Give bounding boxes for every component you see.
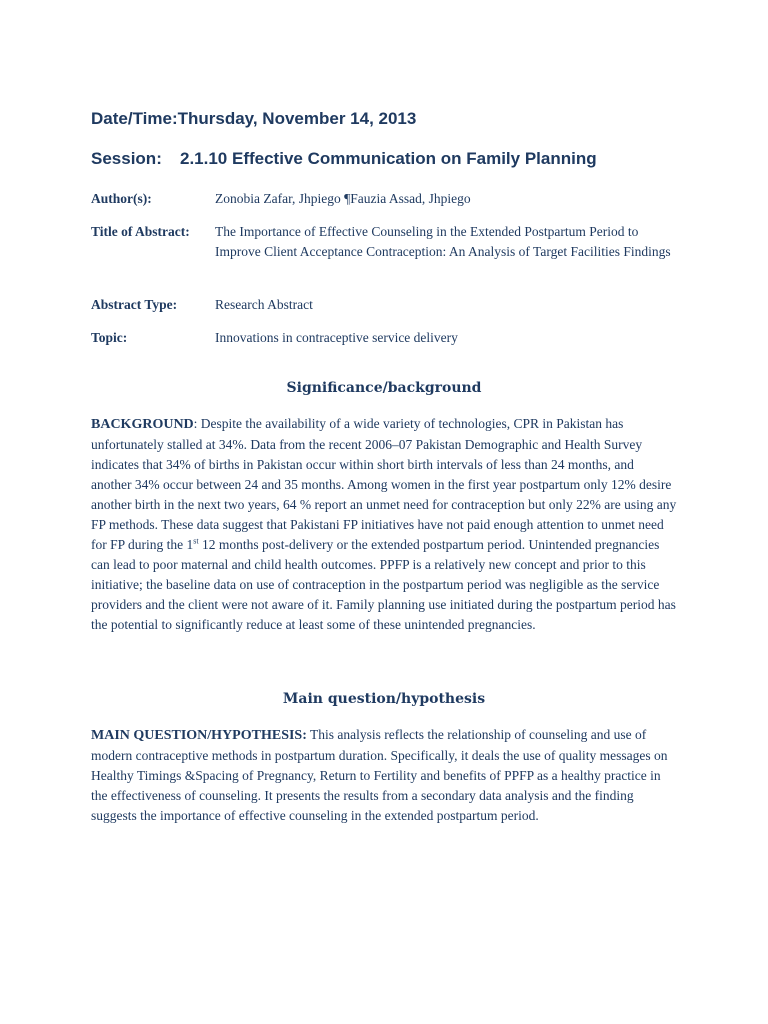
authors-label: Author(s): <box>91 191 152 206</box>
hypothesis-text: This analysis reflects the relationship of counseling and use of modern contraceptive methods in postpartum duration. Specifically, it deals the use of quality messages on Healthy Timings &Spacing of Pregnancy, Return to Fertility and benefits of PPFP as a healthy practice in the effectiveness of counseling. It presents the results from a secondary data analysis and the finding suggests the importance of effective counseling in the extended postpartum period. <box>91 727 668 823</box>
background-text-part-1: : Despite the availability of a wide variety of technologies, CPR in Pakistan has unfortunately stalled at 34%. Data from the recent 2006–07 Pakistan Demographic and Health Survey indicates that 34% of births in Pakistan occur within short birth intervals of less than 24 months, and another 34% occur between 24 and 35 months. Among women in the first year postpartum only 12% desire another birth in the next two years, 64 % report an unmet need for contraception but only 22% are using any FP methods. These data suggest that Pakistani FP initiatives have not paid enough attention to unmet need for FP during the 1 <box>91 416 677 552</box>
date-time-heading: Date/Time:Thursday, November 14, 2013 <box>91 109 417 128</box>
abstract-title-value: The Importance of Effective Counseling in the Extended Postpartum Period to Improve Client Acceptance Contraception: An Analysis of Target Facilities Findings <box>215 224 671 259</box>
session-value: 2.1.10 Effective Communication on Family Planning <box>180 149 597 168</box>
abstract-type-value: Research Abstract <box>215 297 313 312</box>
session-heading <box>91 149 597 169</box>
background-lead: BACKGROUND <box>91 417 194 432</box>
background-paragraph <box>91 414 677 635</box>
background-heading: Significance/background <box>286 380 482 396</box>
background-text-part-2: 12 months post-delivery or the extended postpartum period. Unintended pregnancies can lead to poor maternal and child health outcomes. PPFP is a relatively new concept and prior to this initiative; the baseline data on use of contraception in the postpartum period was negligible as the service providers and the client were not aware of it. Family planning use initiated during the postpartum period has the potential to significantly reduce at least some of these unintended pregnancies. <box>91 537 676 632</box>
topic-value: Innovations in contraceptive service delivery <box>215 330 458 345</box>
hypothesis-paragraph <box>91 725 677 826</box>
hypothesis-lead: MAIN QUESTION/HYPOTHESIS: <box>91 728 307 743</box>
abstract-type-label: Abstract Type: <box>91 297 178 312</box>
hypothesis-heading: Main question/hypothesis <box>282 691 486 707</box>
session-label: Session: <box>91 149 162 168</box>
authors-value: Zonobia Zafar, Jhpiego ¶Fauzia Assad, Jhpiego <box>215 191 471 206</box>
abstract-title-label: Title of Abstract: <box>91 224 190 239</box>
topic-label: Topic: <box>91 330 128 345</box>
background-superscript: st <box>193 536 199 546</box>
